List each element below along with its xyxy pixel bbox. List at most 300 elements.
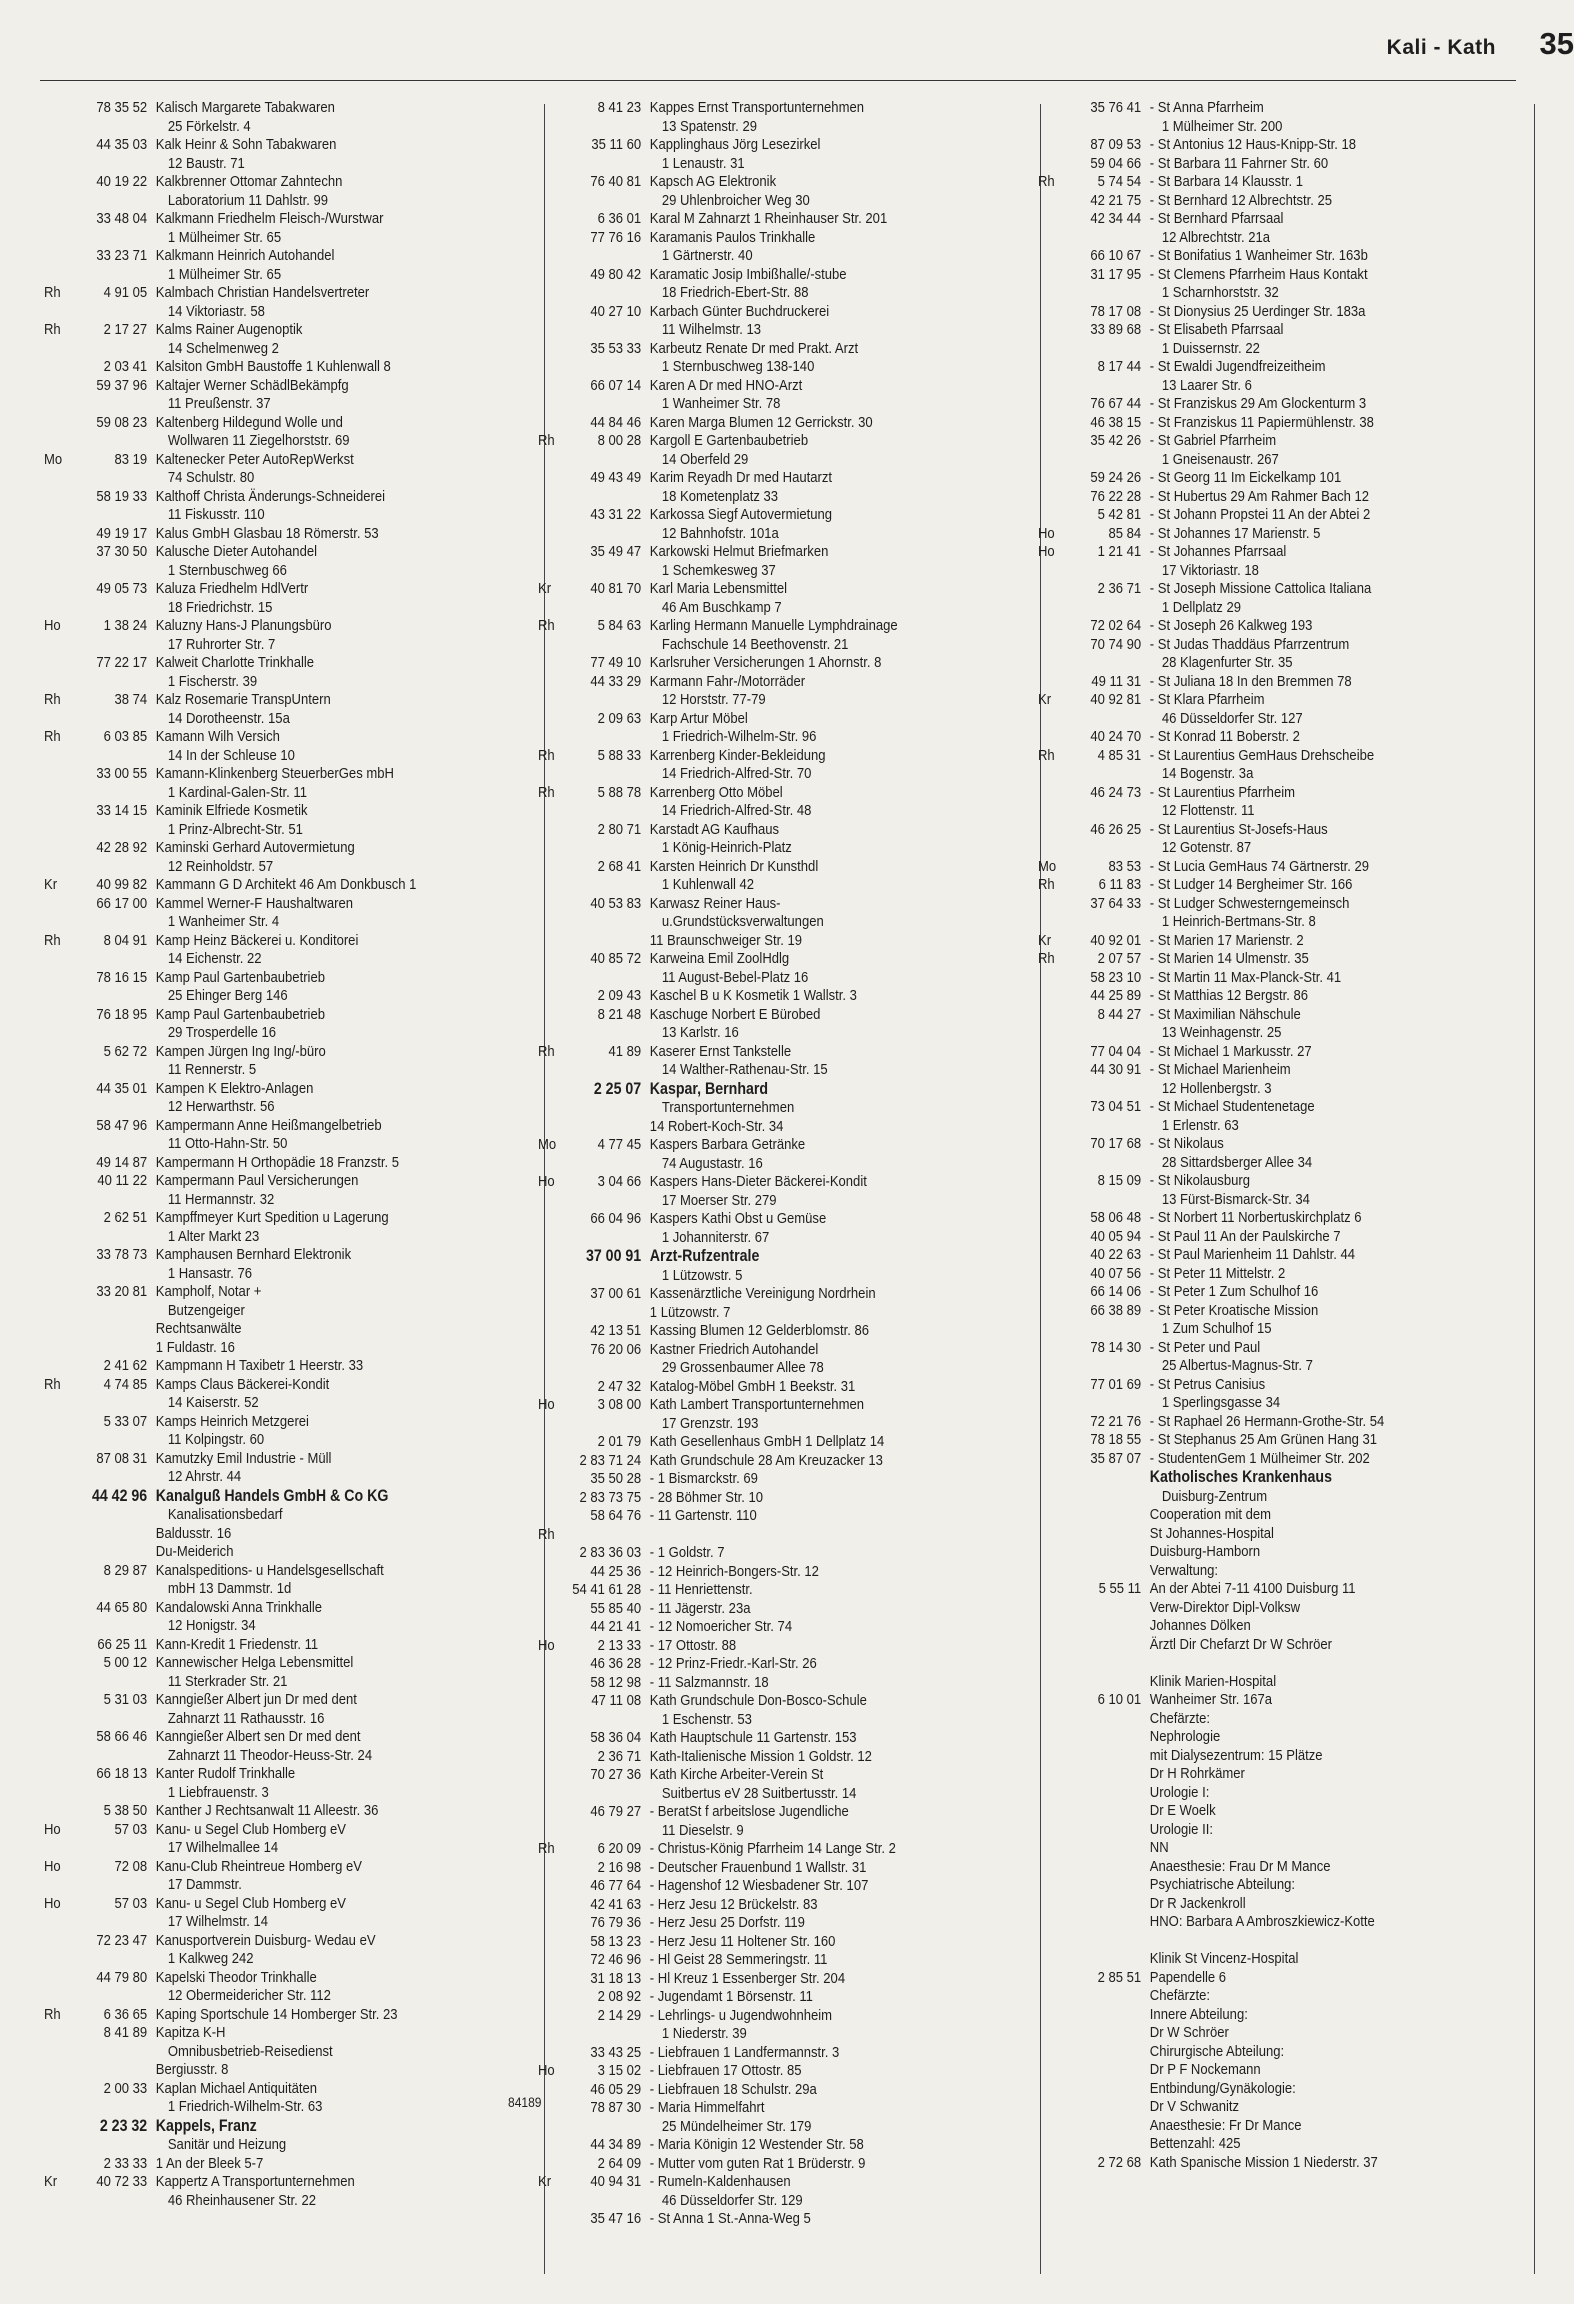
directory-entry — [538, 1877, 1037, 1896]
entry-address: NN — [1149, 1839, 1169, 1856]
entry-address: 1 Lützowstr. 5 — [661, 1266, 743, 1284]
entry-text — [156, 247, 533, 284]
directory-entry — [1038, 673, 1537, 692]
entry-name: - St Anna 1 St.-Anna-Weg 5 — [649, 2210, 811, 2227]
entry-name: Kaplan Michael Antiquitäten — [155, 2079, 318, 2097]
phone-number: 5 74 54 — [1097, 173, 1142, 190]
entry-address: Urologie I: — [1149, 1783, 1210, 1801]
district-code: Ho — [44, 1857, 61, 1875]
entry-text — [1150, 1302, 1537, 1339]
entry-name: - St Michael Marienheim — [1149, 1061, 1291, 1078]
directory-entry — [538, 1637, 1037, 1656]
directory-entry — [538, 987, 1037, 1006]
directory-entry — [44, 1765, 533, 1802]
directory-entry — [44, 654, 533, 691]
entry-address: 17 Dammstr. — [167, 1876, 242, 1893]
phone-number: 37 64 33 — [1090, 894, 1142, 912]
entry-name: Katalog-Möbel GmbH 1 Beekstr. 31 — [649, 1377, 856, 1395]
phone-number: 41 89 — [608, 1042, 642, 1060]
entry-name: - 17 Ottostr. 88 — [649, 1636, 737, 1654]
entry-address: 25 Ehinger Berg 146 — [167, 987, 288, 1004]
entry-address: 29 Trosperdelle 16 — [167, 1024, 277, 1041]
entry-name: - 12 Heinrich-Bongers-Str. 12 — [649, 1562, 819, 1580]
directory-entry — [538, 1933, 1037, 1952]
entry-text — [1150, 747, 1537, 784]
entry-name: Kanngießer Albert sen Dr med dent — [155, 1728, 361, 1745]
entry-name: Kalthoff Christa Änderungs-Schneiderei — [155, 487, 386, 505]
entry-text — [1150, 2098, 1537, 2117]
directory-entry — [44, 1525, 533, 1544]
directory-entry — [538, 710, 1037, 747]
phone-number: 2 72 68 — [1097, 2153, 1142, 2171]
directory-entry — [44, 617, 533, 654]
directory-entry — [44, 358, 533, 377]
entry-text — [156, 1969, 533, 2006]
entry-name: - BeratSt f arbeitslose Jugendliche — [649, 1803, 849, 1820]
entry-name: - St Norbert 11 Norbertuskirchplatz 6 — [1149, 1209, 1362, 1226]
directory-entry — [1038, 543, 1537, 580]
directory-entry — [1038, 1450, 1537, 1469]
phone-number: 76 79 36 — [590, 1914, 642, 1931]
entry-text — [156, 2061, 533, 2080]
entry-name: - St Elisabeth Pfarrsaal — [1149, 321, 1284, 338]
entry-address: Nephrologie — [1149, 1728, 1221, 1745]
directory-entry — [1038, 1599, 1537, 1618]
entry-name: Kamps Claus Bäckerei-Kondit — [155, 1375, 330, 1393]
entry-name: Kanngießer Albert jun Dr med dent — [155, 1691, 357, 1708]
entry-text — [156, 414, 533, 451]
directory-entry — [1038, 266, 1537, 303]
phone-number: 76 40 81 — [590, 173, 642, 190]
phone-number: 58 36 04 — [590, 1729, 642, 1746]
entry-address: Omnibusbetrieb-Reisedienst — [167, 2042, 333, 2060]
phone-number: 6 03 85 — [103, 728, 148, 745]
directory-entry — [538, 950, 1037, 987]
phone-number: 33 48 04 — [96, 210, 148, 227]
directory-entry — [1038, 784, 1537, 821]
entry-name: - Christus-König Pfarrheim 14 Lange Str. 2 — [649, 1840, 896, 1857]
entry-address: 11 Preußenstr. 37 — [167, 395, 271, 412]
entry-name: Kanalspeditions- u Handelsgesellschaft — [155, 1561, 384, 1579]
entry-address: Cooperation mit dem — [1149, 1506, 1272, 1523]
entry-name: Karim Reyadh Dr med Hautarzt — [649, 469, 832, 486]
phone-number: 33 89 68 — [1090, 321, 1142, 338]
entry-name: Kaluzny Hans-J Planungsbüro — [155, 617, 332, 634]
directory-entry — [1038, 1098, 1537, 1135]
entry-text — [1150, 1431, 1537, 1450]
entry-name: Kath Grundschule Don-Bosco-Schule — [649, 1692, 867, 1709]
entry-text — [1150, 173, 1537, 192]
entry-name: Kanther J Rechtsanwalt 11 Alleestr. 36 — [155, 1802, 379, 1819]
entry-text — [156, 617, 533, 654]
district-code: Rh — [538, 1840, 555, 1857]
directory-entry — [1038, 858, 1537, 877]
entry-name: Kappes Ernst Transportunternehmen — [649, 99, 864, 116]
directory-entry — [1038, 636, 1537, 673]
entry-text — [1150, 2135, 1537, 2154]
phone-number: 5 88 33 — [597, 746, 642, 764]
entry-name: Kampermann H Orthopädie 18 Franzstr. 5 — [155, 1153, 400, 1171]
directory-entry — [538, 1563, 1037, 1582]
entry-address: 1 Lenaustr. 31 — [661, 154, 745, 172]
entry-text — [650, 1618, 1037, 1637]
entry-text — [1150, 395, 1537, 414]
directory-entry — [538, 1896, 1037, 1915]
directory-entry — [1038, 210, 1537, 247]
phone-number: 33 78 73 — [96, 1246, 148, 1263]
directory-entry — [44, 580, 533, 617]
directory-entry — [1038, 1617, 1537, 1636]
directory-entry — [538, 1433, 1037, 1452]
entry-address: 1 König-Heinrich-Platz — [661, 839, 792, 856]
entry-address: 18 Kometenplatz 33 — [661, 487, 779, 505]
entry-text — [1150, 358, 1537, 395]
entry-text — [1150, 728, 1537, 747]
entry-address: 1 Mülheimer Str. 65 — [167, 265, 282, 283]
entry-text — [1150, 1061, 1537, 1098]
entry-text — [650, 1563, 1037, 1582]
entry-text — [650, 1914, 1037, 1933]
directory-entry — [1038, 1710, 1537, 1729]
entry-name: - St Clemens Pfarrheim Haus Kontakt — [1149, 265, 1368, 283]
entry-name: Kammann G D Architekt 46 Am Donkbusch 1 — [155, 876, 417, 893]
directory-entry — [1038, 2024, 1537, 2043]
phone-number: 33 14 15 — [96, 802, 148, 819]
entry-text — [1150, 1839, 1537, 1858]
entry-name: - St Juliana 18 In den Bremmen 78 — [1149, 672, 1352, 690]
entry-text — [650, 432, 1037, 469]
entry-text — [1150, 1636, 1537, 1655]
phone-number: 8 17 44 — [1097, 358, 1142, 375]
phone-number: 35 11 60 — [591, 136, 642, 153]
directory-entry — [44, 1339, 533, 1358]
entry-name: - St Peter 1 Zum Schulhof 16 — [1149, 1283, 1319, 1300]
entry-address: 13 Laarer Str. 6 — [1161, 376, 1252, 394]
entry-text — [650, 784, 1037, 821]
directory-entry — [44, 1283, 533, 1320]
entry-name: - St Nikolausburg — [1149, 1172, 1250, 1189]
district-code: Mo — [44, 450, 63, 468]
entry-text — [1150, 636, 1537, 673]
entry-name: Kaserer Ernst Tankstelle — [649, 1042, 792, 1060]
entry-text — [156, 1154, 533, 1173]
directory-entry — [538, 654, 1037, 673]
phone-number: 66 18 13 — [96, 1765, 148, 1782]
phone-number: 4 91 05 — [103, 284, 148, 301]
entry-address: 18 Friedrichstr. 15 — [167, 598, 273, 616]
entry-text — [1150, 1895, 1537, 1914]
phone-number: 44 25 89 — [1090, 987, 1142, 1004]
entry-name: - Maria Königin 12 Westender Str. 58 — [649, 2136, 864, 2153]
entry-name: Kalmbach Christian Handelsvertreter — [155, 284, 370, 301]
entry-name: - Hagenshof 12 Wiesbadener Str. 107 — [649, 1877, 869, 1894]
entry-address: 17 Wilhelmstr. 14 — [167, 1913, 269, 1930]
directory-entry — [538, 747, 1037, 784]
phone-number: 37 30 50 — [96, 543, 148, 560]
entry-name: Kassing Blumen 12 Gelderblomstr. 86 — [649, 1322, 870, 1339]
phone-number: 6 36 65 — [103, 2005, 148, 2023]
entry-address: 18 Friedrich-Ebert-Str. 88 — [661, 284, 809, 301]
directory-entry — [44, 284, 533, 321]
directory-entry — [1038, 1413, 1537, 1432]
entry-text — [650, 1433, 1037, 1452]
entry-text — [650, 1729, 1037, 1748]
entry-text — [650, 266, 1037, 303]
entry-text — [156, 525, 533, 544]
entry-text — [156, 321, 533, 358]
directory-entry — [538, 303, 1037, 340]
entry-text — [1150, 784, 1537, 821]
phone-number: 2 08 92 — [597, 1988, 642, 2005]
directory-entry — [1038, 1228, 1537, 1247]
directory-entry — [1038, 303, 1537, 322]
phone-number: 40 11 22 — [97, 1172, 148, 1189]
entry-address: 12 Albrechtstr. 21a — [1161, 228, 1271, 246]
entry-name: Karal M Zahnarzt 1 Rheinhauser Str. 201 — [649, 210, 888, 227]
directory-entry — [538, 1840, 1037, 1859]
entry-name: Kath Hauptschule 11 Gartenstr. 153 — [649, 1729, 857, 1746]
directory-entry — [1038, 1821, 1537, 1840]
directory-entry — [1038, 1562, 1537, 1581]
entry-name: Kandalowski Anna Trinkhalle — [155, 1598, 323, 1616]
phone-number: 47 11 08 — [591, 1692, 642, 1709]
phone-number: 43 31 22 — [590, 506, 642, 523]
entry-address: 14 Oberfeld 29 — [661, 450, 749, 468]
entry-address: 1 Dellplatz 29 — [1161, 598, 1241, 616]
phone-number: 66 10 67 — [1090, 247, 1142, 264]
phone-number: 2 03 41 — [103, 358, 148, 375]
phone-number: 66 17 00 — [96, 894, 148, 912]
entry-text — [156, 358, 533, 377]
phone-number: 46 05 29 — [590, 2080, 642, 2098]
entry-name: - St Maximilian Nähschule — [1149, 1005, 1301, 1023]
district-code: Ho — [1038, 524, 1055, 542]
entry-name: - Liebfrauen 18 Schulstr. 29a — [649, 2080, 817, 2098]
entry-text — [650, 1470, 1037, 1489]
phone-number: 1 21 41 — [1097, 543, 1142, 560]
entry-address: Anaesthesie: Frau Dr M Mance — [1149, 1857, 1331, 1875]
directory-entry — [1038, 1969, 1537, 1988]
entry-address: Papendelle 6 — [1149, 1968, 1227, 1986]
entry-text — [1150, 969, 1537, 988]
directory-entry — [1038, 1006, 1537, 1043]
directory-entry — [538, 2062, 1037, 2081]
directory-entry — [538, 1544, 1037, 1563]
page-header — [40, 26, 1516, 81]
phone-number: 8 04 91 — [103, 931, 148, 949]
entry-text — [650, 2099, 1037, 2136]
entry-address: 28 Klagenfurter Str. 35 — [1161, 654, 1293, 671]
phone-number: 5 33 07 — [103, 1412, 148, 1430]
directory-entry — [1038, 173, 1537, 192]
entry-address: Chefärzte: — [1149, 1709, 1211, 1727]
directory-entry — [538, 1285, 1037, 1304]
phone-number: 2 25 07 — [593, 1079, 642, 1098]
phone-number: 37 00 61 — [590, 1285, 642, 1302]
entry-text — [650, 747, 1037, 784]
entry-address: 1 Mülheimer Str. 200 — [1161, 117, 1283, 135]
directory-entry — [538, 1173, 1037, 1210]
entry-name: - St Raphael 26 Hermann-Grothe-Str. 54 — [1149, 1412, 1385, 1430]
entry-address: Fachschule 14 Beethovenstr. 21 — [661, 635, 849, 653]
directory-entry — [538, 469, 1037, 506]
entry-address: 11 Wilhelmstr. 13 — [661, 321, 762, 338]
entry-text — [156, 839, 533, 876]
entry-name: - St Marien 14 Ulmenstr. 35 — [1149, 950, 1309, 967]
directory-entry — [538, 1748, 1037, 1767]
entry-address: Kanalisationsbedarf — [167, 1506, 283, 1523]
entry-address: 1 Liebfrauenstr. 3 — [167, 1783, 269, 1801]
directory-entry — [44, 1043, 533, 1080]
entry-text — [156, 488, 533, 525]
directory-entry — [1038, 1747, 1537, 1766]
entry-text — [650, 987, 1037, 1006]
district-code: Kr — [1038, 691, 1052, 708]
entry-text — [1150, 1858, 1537, 1877]
phone-number: 44 30 91 — [1090, 1061, 1142, 1078]
entry-address: 1 Mülheimer Str. 65 — [167, 228, 282, 246]
directory-entry — [538, 821, 1037, 858]
entry-address: u.Grundstücksverwaltungen — [661, 913, 824, 930]
entry-text — [1150, 1765, 1537, 1784]
entry-name: - Liebfrauen 1 Landfermannstr. 3 — [649, 2043, 840, 2061]
entry-address: 1 Lützowstr. 7 — [649, 1303, 731, 1321]
entry-name: Kampmann H Taxibetr 1 Heerstr. 33 — [155, 1357, 364, 1374]
directory-entry — [44, 1117, 533, 1154]
entry-text — [1150, 2024, 1537, 2043]
directory-entry — [1038, 580, 1537, 617]
entry-name: Kanter Rudolf Trinkhalle — [155, 1765, 296, 1782]
directory-entry — [1038, 358, 1537, 395]
directory-entry — [1038, 1839, 1537, 1858]
entry-name: Kalkmann Friedhelm Fleisch-/Wurstwar — [155, 210, 384, 227]
entry-address: 12 Flottenstr. 11 — [1161, 802, 1255, 819]
phone-number: 78 16 15 — [96, 968, 148, 986]
entry-address: Zahnarzt 11 Rathausstr. 16 — [167, 1709, 325, 1727]
district-code: Ho — [44, 617, 61, 634]
entry-address: Bettenzahl: 425 — [1149, 2135, 1241, 2152]
entry-text — [156, 728, 533, 765]
directory-entry — [1038, 136, 1537, 155]
directory-entry — [44, 543, 533, 580]
entry-address: Innere Abteilung: — [1149, 2005, 1248, 2023]
directory-entry — [538, 1859, 1037, 1878]
entry-text — [156, 2155, 533, 2174]
district-code: Rh — [44, 931, 61, 949]
entry-address: Duisburg-Hamborn — [1149, 1543, 1261, 1560]
directory-entry — [538, 1692, 1037, 1729]
phone-number: 78 14 30 — [1090, 1338, 1142, 1356]
entry-text — [650, 1803, 1037, 1840]
district-code: Rh — [1038, 173, 1055, 190]
entry-address: 1 Friedrich-Wilhelm-Str. 96 — [661, 728, 817, 745]
entry-text — [1150, 1654, 1537, 1673]
entry-text — [156, 765, 533, 802]
entry-name: Kaschuge Norbert E Bürobed — [649, 1005, 821, 1023]
directory-entry — [44, 1858, 533, 1895]
phone-number: 83 19 — [114, 450, 148, 468]
directory-entry — [1038, 1691, 1537, 1710]
phone-number: 6 11 83 — [1098, 876, 1142, 893]
directory-entry — [538, 210, 1037, 229]
entry-address: 14 In der Schleuse 10 — [167, 746, 295, 764]
entry-name: Kalk Heinr & Sohn Tabakwaren — [155, 136, 337, 153]
entry-name: - St Barbara 11 Fahrner Str. 60 — [1149, 154, 1329, 172]
entry-text — [156, 136, 533, 173]
directory-entry — [1038, 1950, 1537, 1969]
entry-name: - St Johann Propstei 11 An der Abtei 2 — [1149, 506, 1371, 523]
entry-name: - St Peter 11 Mittelstr. 2 — [1149, 1264, 1286, 1282]
entry-text — [650, 580, 1037, 617]
entry-name: - St Laurentius GemHaus Drehscheibe — [1149, 746, 1375, 764]
entry-name: - St Bernhard Pfarrsaal — [1149, 210, 1284, 227]
entry-name: Karsten Heinrich Dr Kunsthdl — [649, 857, 819, 875]
directory-entry — [1038, 1802, 1537, 1821]
directory-entry — [1038, 1543, 1537, 1562]
entry-text — [650, 1006, 1037, 1043]
phone-number: 72 08 — [114, 1857, 148, 1875]
entry-name: - St Johannes 17 Marienstr. 5 — [1149, 524, 1321, 542]
directory-entry — [44, 1654, 533, 1691]
entry-address: 1 Sternbuschweg 138-140 — [661, 358, 815, 375]
directory-entry — [1038, 1895, 1537, 1914]
phone-number: 2 16 98 — [597, 1858, 642, 1876]
directory-entry — [1038, 1765, 1537, 1784]
directory-entry — [538, 858, 1037, 895]
entry-text — [1150, 1950, 1537, 1969]
entry-text — [650, 173, 1037, 210]
directory-entry — [1038, 1283, 1537, 1302]
phone-number: 42 13 51 — [590, 1322, 642, 1339]
district-code: Rh — [44, 321, 61, 338]
entry-name: Karwasz Reiner Haus- — [649, 894, 781, 912]
entry-text — [156, 691, 533, 728]
entry-text — [1150, 1006, 1537, 1043]
entry-text — [650, 136, 1037, 173]
phone-number: 35 53 33 — [590, 339, 642, 357]
phone-number: 66 07 14 — [590, 376, 642, 394]
entry-address: 14 Friedrich-Alfred-Str. 48 — [661, 802, 812, 819]
entry-address: 1 Zum Schulhof 15 — [1161, 1320, 1272, 1337]
entry-address: 1 Niederstr. 39 — [661, 2025, 747, 2042]
directory-entry — [1038, 2135, 1537, 2154]
entry-text — [156, 1636, 533, 1655]
entry-text — [1150, 1599, 1537, 1618]
phone-number: 42 41 63 — [590, 1895, 642, 1913]
entry-address: 12 Gotenstr. 87 — [1161, 839, 1252, 856]
district-code: Kr — [44, 876, 58, 893]
entry-name: Karen Marga Blumen 12 Gerrickstr. 30 — [649, 413, 873, 431]
entry-address: Transportunternehmen — [661, 1099, 795, 1116]
phone-number: 66 25 11 — [97, 1635, 148, 1653]
entry-address: 13 Karlstr. 16 — [661, 1024, 739, 1041]
entry-text — [650, 2136, 1037, 2155]
phone-number: 33 00 55 — [96, 765, 148, 782]
directory-entry — [44, 1691, 533, 1728]
directory-entry — [1038, 2061, 1537, 2080]
entry-text — [1150, 1450, 1537, 1469]
entry-address: 12 Herwarthstr. 56 — [167, 1098, 275, 1115]
directory-entry — [538, 1378, 1037, 1397]
entry-address: 17 Wilhelmallee 14 — [167, 1839, 279, 1856]
phone-number: 8 00 28 — [597, 432, 642, 449]
entry-text — [1150, 321, 1537, 358]
entry-address: 12 Reinholdstr. 57 — [167, 857, 274, 875]
phone-number: 58 12 98 — [590, 1673, 642, 1691]
directory-entry — [1038, 1376, 1537, 1413]
phone-number: 4 77 45 — [597, 1136, 642, 1153]
entry-text — [650, 340, 1037, 377]
